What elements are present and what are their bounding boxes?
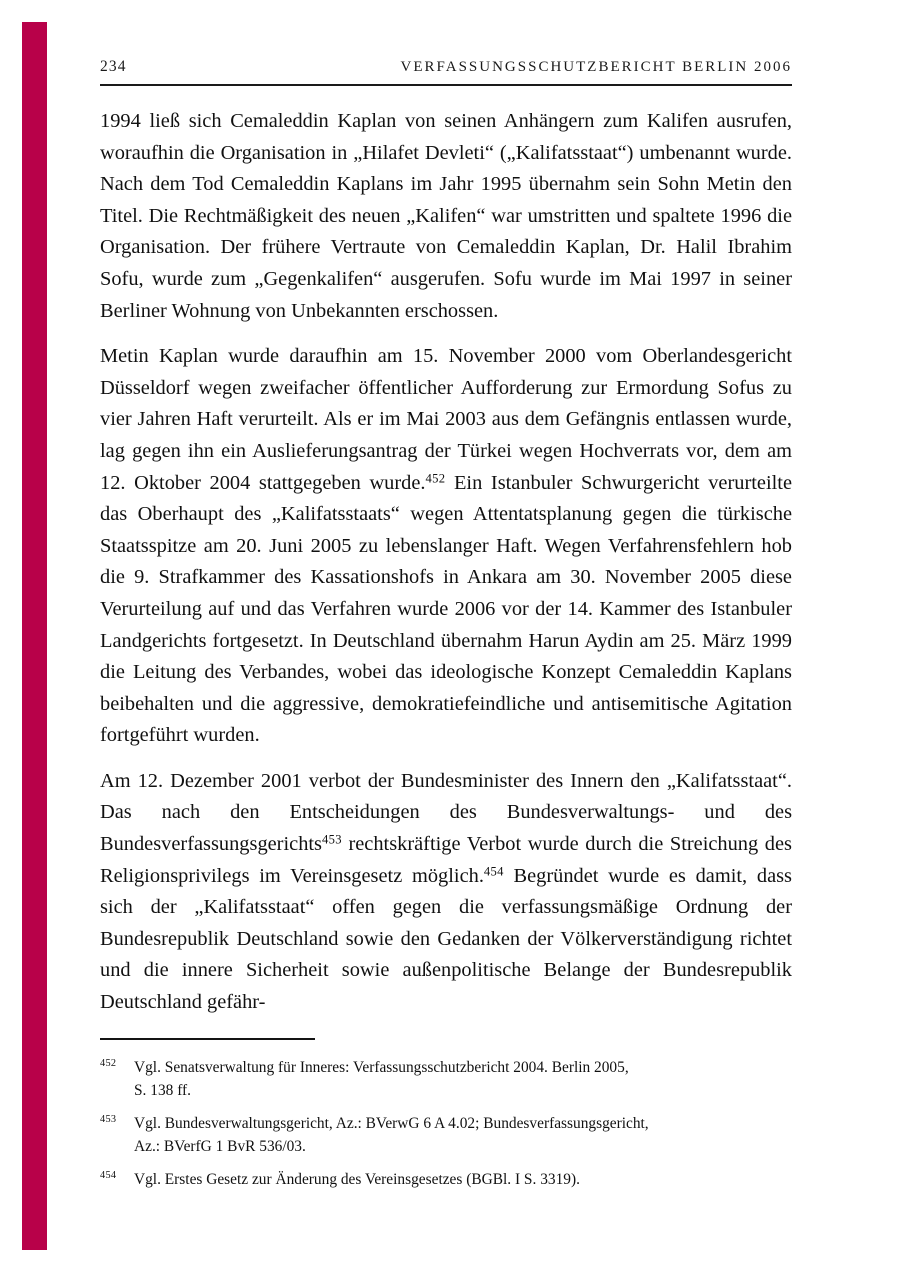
footnote-number: 452 bbox=[100, 1058, 117, 1069]
paragraph-3-segment-c: Begründet wurde es damit, dass sich der „Kalifatsstaat“ offen gegen die verfassungsmäßige Ordnung der Bundesrepublik Deutschland sowie den Gedanken der Völkerverständigung richtet und die innere Sicherheit sowie außenpolitische Belange der Bundesrepublik Deutschland gefähr- bbox=[100, 864, 792, 1014]
footnote-marker-452[interactable]: 452 bbox=[425, 470, 446, 485]
page-number: 234 bbox=[100, 58, 127, 75]
running-head bbox=[100, 58, 792, 76]
footnote-number: 454 bbox=[100, 1170, 117, 1181]
running-head-title: VERFASSUNGSSCHUTZBERICHT BERLIN 2006 bbox=[400, 59, 792, 75]
page-spine-bar bbox=[22, 22, 47, 1250]
paragraph-3-segment-b: rechtskräftige Verbot wurde durch die Streichung des Religionsprivilegs im Vereinsgesetz möglich. bbox=[100, 833, 792, 887]
footnote-item bbox=[100, 1112, 792, 1158]
paragraph-3 bbox=[100, 766, 792, 1019]
footnote-text-lastline: Az.: BVerfG 1 BvR 536/03. bbox=[134, 1138, 306, 1155]
paragraph-1-text: 1994 ließ sich Cemaleddin Kaplan von seinen Anhängern zum Kalifen ausrufen, woraufhin die Organisation in „Hilafet Devleti“ („Kalifatsstaat“) umbenannt wurde. Nach dem Tod Cemaleddin Kaplans im Jahr 1995 übernahm sein Sohn Metin den Titel. Die Rechtmäßigkeit des neuen „Kalifen“ war umstritten und spaltete 1996 die Organisation. Der frühere Vertraute von Cemaleddin Kaplan, Dr. Halil Ibrahim Sofu, wurde zum „Gegenkalifen“ ausgerufen. Sofu wurde im Mai 1997 in seiner Berliner Wohnung von Unbekannten erschossen. bbox=[100, 110, 792, 322]
footnote-item bbox=[100, 1056, 792, 1102]
footnote-section bbox=[100, 1038, 792, 1191]
footnote-marker-454[interactable]: 454 bbox=[483, 864, 504, 879]
paragraph-2-segment-b: Ein Istanbuler Schwurgericht verurteilte das Oberhaupt des „Kalifatsstaats“ wegen Attentatsplanung gegen die türkische Staatsspitze am 20. Juni 2005 zu lebenslanger Haft. Wegen Verfahrensfehlern hob die 9. Strafkammer des Kassationshofs in Ankara am 30. November 2005 diese Verurteilung auf und das Verfahren wurde 2006 vor der 14. Kammer des Istanbuler Landgerichts fortgesetzt. In Deutschland übernahm Harun Aydin am 25. März 1999 die Leitung des Verbandes, wobei das ideologische Konzept Cemaleddin Kaplans beibehalten und die aggressive, demokratiefeindliche und antisemitische Agitation fortgeführt wurden. bbox=[100, 471, 792, 747]
footnote-text-main: Vgl. Erstes Gesetz zur Änderung des Vereinsgesetzes (BGBl. I S. 3319). bbox=[134, 1171, 580, 1188]
paragraph-2 bbox=[100, 341, 792, 752]
footnote-text-lastline: S. 138 ff. bbox=[134, 1082, 192, 1099]
header-rule bbox=[100, 84, 792, 86]
paragraph-3-segment-a: Am 12. Dezember 2001 verbot der Bundesminister des Innern den „Kalifatsstaat“. Das nach den Entscheidungen des Bundesverwaltungs- und des Bundesverfassungsgerichts bbox=[100, 769, 792, 856]
body-text bbox=[100, 106, 792, 1019]
footnote-text-main: Vgl. Senatsverwaltung für Inneres: Verfassungsschutzbericht 2004. Berlin 2005, bbox=[134, 1059, 629, 1076]
footnote-number: 453 bbox=[100, 1114, 117, 1125]
footnote-text bbox=[134, 1112, 792, 1158]
footnote-text-main: Vgl. Bundesverwaltungsgericht, Az.: BVerwG 6 A 4.02; Bundesverfassungsgericht, bbox=[134, 1115, 649, 1132]
footnote-separator-rule bbox=[100, 1038, 315, 1040]
page-content bbox=[100, 0, 792, 1273]
paragraph-1 bbox=[100, 106, 792, 327]
footnote-text bbox=[134, 1056, 792, 1102]
paragraph-2-segment-a: Metin Kaplan wurde daraufhin am 15. November 2000 vom Oberlandesgericht Düsseldorf wegen zweifacher öffentlicher Aufforderung zur Ermordung Sofus zu vier Jahren Haft verurteilt. Als er im Mai 2003 aus dem Gefängnis entlassen wurde, lag gegen ihn ein Auslieferungsantrag der Türkei wegen Hochverrats vor, dem am 12. Oktober 2004 stattgegeben wurde. bbox=[100, 345, 792, 494]
footnote-text bbox=[134, 1168, 792, 1191]
footnote-item bbox=[100, 1168, 792, 1191]
footnote-marker-453[interactable]: 453 bbox=[322, 832, 342, 847]
